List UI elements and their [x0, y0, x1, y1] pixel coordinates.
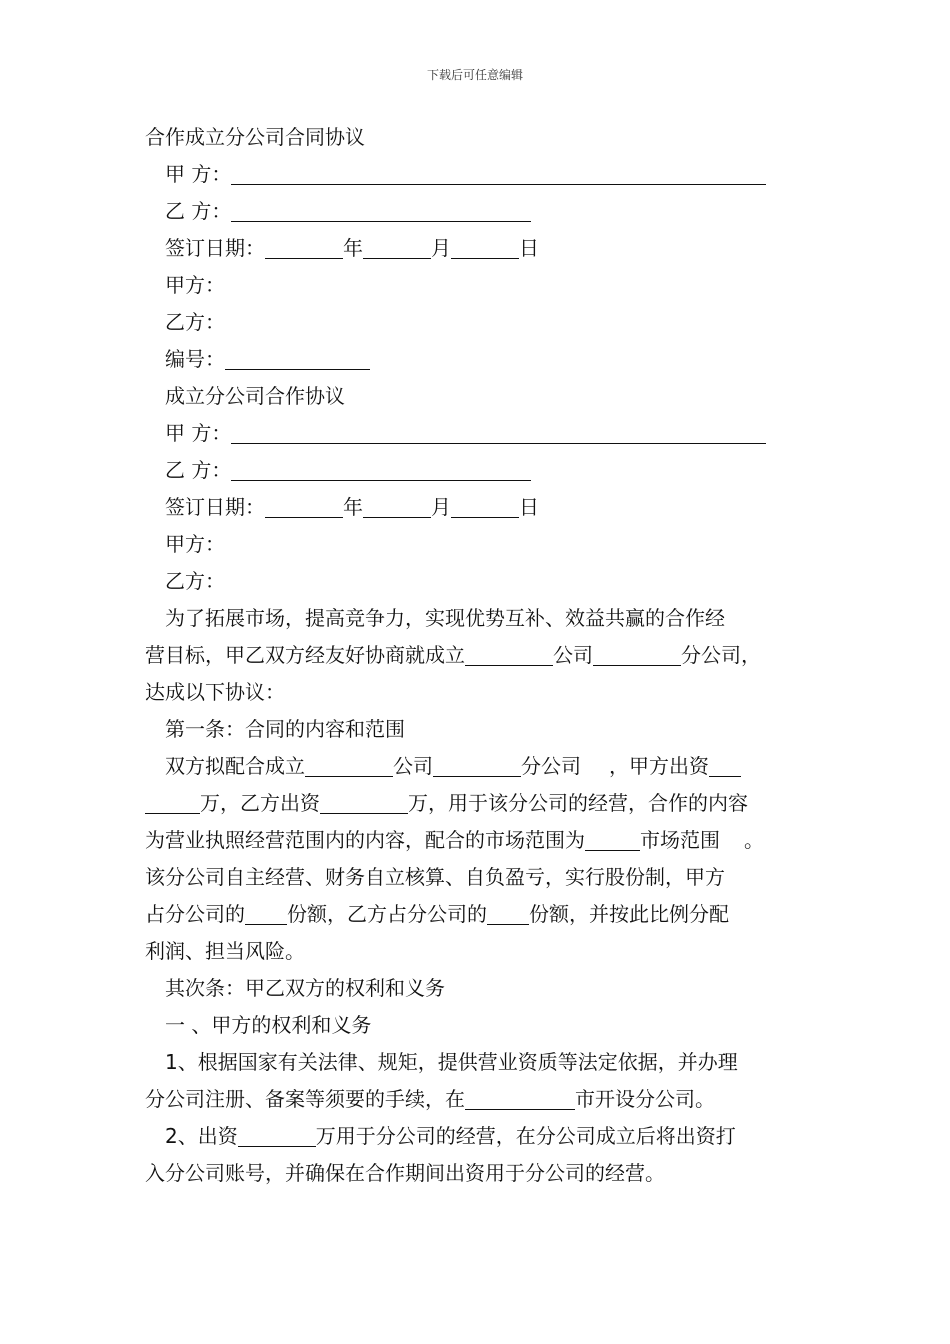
article-1-period: 。 — [744, 828, 764, 852]
day-blank[interactable] — [451, 235, 519, 259]
intro-line-2 — [145, 637, 817, 674]
article-1-b-invest-label: 万，乙方出资 — [200, 791, 320, 815]
city-blank[interactable] — [465, 1086, 575, 1110]
document-title: 合作成立分公司合同协议 — [145, 125, 365, 149]
article-1-market-label: 市场范围 — [640, 828, 720, 852]
party-a-sign-line: 甲方： — [165, 273, 225, 297]
article-1-ratio-text: 份额，并按此比例分配 — [529, 902, 729, 926]
article-1-branch-blank[interactable] — [433, 753, 521, 777]
party-b-sign-line: 乙方： — [165, 310, 225, 334]
item-2-line-1 — [145, 1118, 817, 1155]
party-b-line-2 — [145, 452, 817, 489]
day-label: 日 — [519, 236, 539, 260]
item-2-usage-text: 万用于分公司的经营，在分公司成立后将出资打 — [315, 1124, 736, 1148]
page-header: 下载后可任意编辑 — [426, 68, 523, 82]
a-invest-blank-start[interactable] — [709, 753, 741, 777]
article-1-line-2 — [145, 785, 817, 822]
party-a-label-2: 甲 方： — [165, 421, 232, 445]
article-1-line-5 — [145, 896, 817, 933]
item-1-line-2 — [145, 1081, 817, 1118]
b-share-blank[interactable] — [487, 901, 529, 925]
year-blank[interactable] — [265, 235, 343, 259]
sign-date-label-2: 签订日期： — [165, 495, 265, 519]
intro-line-1: 为了拓展市场，提高竞争力，实现优势互补、效益共赢的合作经 — [165, 606, 725, 630]
article-1-scope-text: 为营业执照经营范围内的内容，配合的市场范围为 — [145, 828, 585, 852]
article-1-text: 双方拟配合成立 — [165, 754, 305, 778]
day-label-2: 日 — [519, 495, 539, 519]
party-a-line-2 — [145, 415, 817, 452]
sign-date-label: 签订日期： — [165, 236, 265, 260]
article-1-line-6: 利润、担当风险。 — [145, 939, 305, 963]
document-subtitle: 成立分公司合作协议 — [165, 384, 345, 408]
party-b-label-2: 乙 方： — [165, 458, 232, 482]
document-body — [145, 119, 817, 1192]
party-b-line — [145, 193, 817, 230]
article-1-b-share-label: 份额，乙方占分公司的 — [287, 902, 487, 926]
party-b-sign-line-2: 乙方： — [165, 569, 225, 593]
item-1-city-label: 市开设分公司。 — [575, 1087, 715, 1111]
party-a-label: 甲 方： — [165, 162, 232, 186]
article-1-line-1 — [145, 748, 817, 785]
party-b-blank[interactable] — [231, 198, 531, 222]
article-2-title: 其次条：甲乙双方的权利和义务 — [165, 976, 445, 1000]
branch-blank[interactable] — [593, 642, 681, 666]
a-share-blank[interactable] — [245, 901, 287, 925]
party-b-label: 乙 方： — [165, 199, 232, 223]
article-1-company-blank[interactable] — [305, 753, 393, 777]
number-label: 编号： — [165, 347, 225, 371]
sign-date-line — [145, 230, 817, 267]
invest-amount-blank[interactable] — [238, 1123, 316, 1147]
intro-line-3: 达成以下协议： — [145, 680, 285, 704]
party-a-blank-2[interactable] — [231, 420, 766, 444]
item-1-text: 分公司注册、备案等须要的手续，在 — [145, 1087, 465, 1111]
b-invest-blank[interactable] — [320, 790, 408, 814]
year-label-2: 年 — [343, 495, 363, 519]
article-1-company-label: 公司 — [393, 754, 433, 778]
article-1-branch-label: 分公司 — [521, 754, 581, 778]
party-a-line — [145, 156, 817, 193]
company-blank[interactable] — [465, 642, 553, 666]
intro-branch-label: 分公司， — [681, 643, 761, 667]
item-2-text: 2、出资 — [165, 1124, 238, 1148]
article-1-usage-text: 万，用于该分公司的经营，合作的内容 — [408, 791, 748, 815]
number-blank[interactable] — [225, 346, 370, 370]
month-label: 月 — [431, 236, 451, 260]
year-label: 年 — [343, 236, 363, 260]
article-1-line-3 — [145, 822, 817, 859]
a-invest-blank-end[interactable] — [145, 790, 200, 814]
month-blank[interactable] — [363, 235, 431, 259]
day-blank-2[interactable] — [451, 494, 519, 518]
item-2-line-2: 入分公司账号，并确保在合作期间出资用于分公司的经营。 — [145, 1161, 665, 1185]
article-1-a-invest-label: ，甲方出资 — [609, 754, 709, 778]
article-2-section-1: 一 、甲方的权利和义务 — [165, 1013, 372, 1037]
article-1-a-share-label: 占分公司的 — [145, 902, 245, 926]
party-a-sign-line-2: 甲方： — [165, 532, 225, 556]
month-label-2: 月 — [431, 495, 451, 519]
month-blank-2[interactable] — [363, 494, 431, 518]
market-scope-blank[interactable] — [585, 827, 640, 851]
item-1-line-1: 1、根据国家有关法律、规矩，提供营业资质等法定依据，并办理 — [165, 1050, 738, 1074]
article-1-line-4: 该分公司自主经营、财务自立核算、自负盈亏，实行股份制，甲方 — [145, 865, 725, 889]
article-1-title: 第一条：合同的内容和范围 — [165, 717, 405, 741]
party-a-blank[interactable] — [231, 161, 766, 185]
year-blank-2[interactable] — [265, 494, 343, 518]
party-b-blank-2[interactable] — [231, 457, 531, 481]
sign-date-line-2 — [145, 489, 817, 526]
intro-company-label: 公司 — [553, 643, 593, 667]
intro-text: 营目标，甲乙双方经友好协商就成立 — [145, 643, 465, 667]
number-line — [145, 341, 817, 378]
